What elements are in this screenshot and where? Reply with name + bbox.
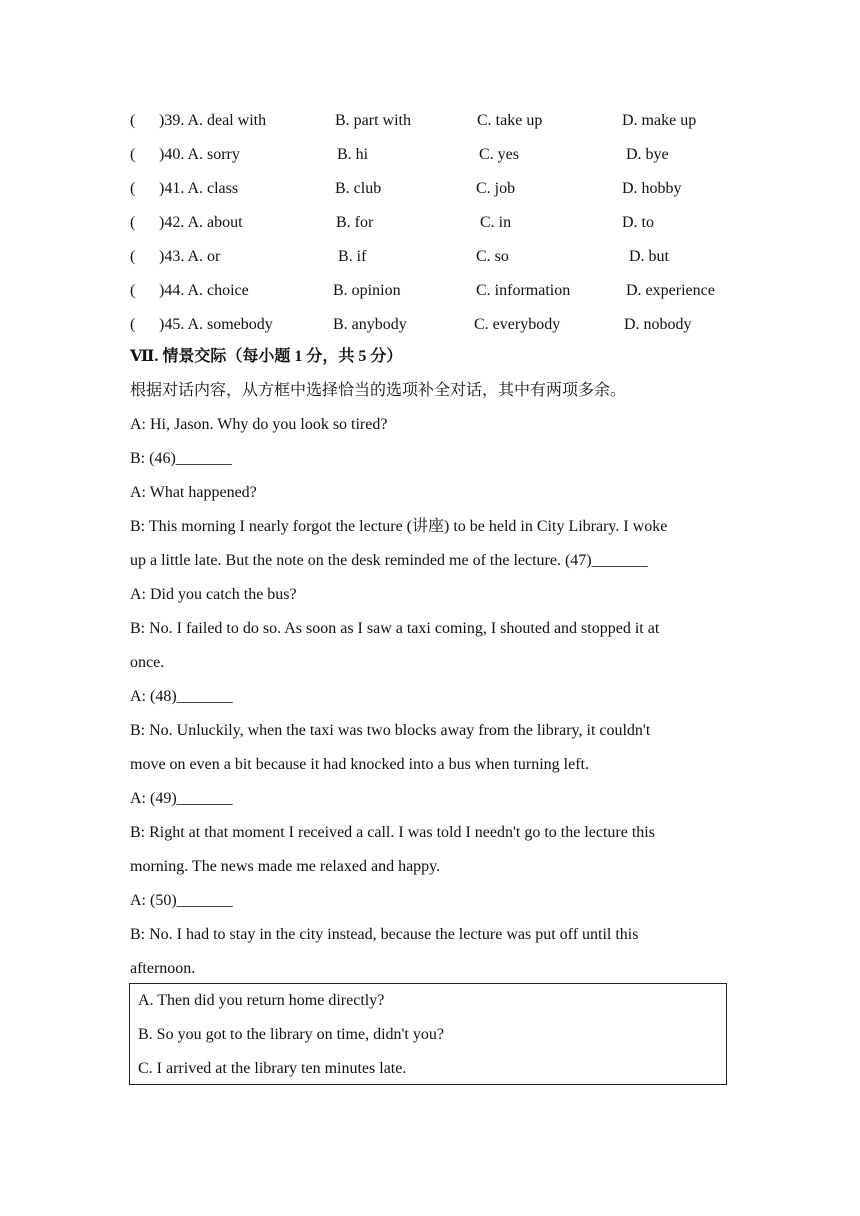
option-b: B. if <box>338 248 367 265</box>
options-box <box>129 983 727 1085</box>
option-b: B. part with <box>335 112 411 129</box>
mcq-row-40 <box>130 138 750 172</box>
option-c: C. yes <box>479 146 519 163</box>
section-title: Ⅶ. 情景交际（每小题 1 分，共 5 分） <box>130 348 403 365</box>
dialog-line: A: (48)_______ <box>130 688 233 705</box>
option-d: D. hobby <box>622 180 682 197</box>
option-c: C. in <box>480 214 512 231</box>
option-b: B. club <box>335 180 382 197</box>
dialog-block <box>130 374 730 986</box>
option-a: )44. A. choice <box>159 282 249 299</box>
answer-paren: ( <box>130 180 136 197</box>
option-c: C. take up <box>477 112 543 129</box>
answer-paren: ( <box>130 282 136 299</box>
option-item: B. So you got to the library on time, didn't you? <box>138 1026 444 1043</box>
option-a: )42. A. about <box>159 214 243 231</box>
option-a: )39. A. deal with <box>159 112 267 129</box>
option-b: B. hi <box>337 146 369 163</box>
option-a: )40. A. sorry <box>159 146 240 163</box>
mcq-row-45 <box>130 308 750 342</box>
answer-paren: ( <box>130 316 136 333</box>
dialog-line: B: No. I had to stay in the city instead, because the lecture was put off until this <box>130 926 639 943</box>
dialog-line: B: No. I failed to do so. As soon as I saw a taxi coming, I shouted and stopped it at <box>130 620 660 637</box>
option-d: D. but <box>629 248 669 265</box>
answer-paren: ( <box>130 112 136 129</box>
dialog-line: A: Did you catch the bus? <box>130 586 297 603</box>
option-d: D. experience <box>626 282 715 299</box>
mcq-row-39 <box>130 104 750 138</box>
dialog-line: morning. The news made me relaxed and happy. <box>130 858 441 875</box>
instruction-text: 根据对话内容，从方框中选择恰当的选项补全对话，其中有两项多余。 <box>130 382 627 399</box>
mcq-row-42 <box>130 206 750 240</box>
option-b: B. anybody <box>333 316 407 333</box>
answer-paren: ( <box>130 248 136 265</box>
option-item: C. I arrived at the library ten minutes late. <box>138 1060 407 1077</box>
dialog-line: A: (49)_______ <box>130 790 233 807</box>
option-b: B. for <box>336 214 374 231</box>
dialog-line: afternoon. <box>130 960 196 977</box>
dialog-line: B: Right at that moment I received a call. I was told I needn't go to the lecture this <box>130 824 655 841</box>
option-c: C. so <box>476 248 509 265</box>
option-a: )41. A. class <box>159 180 239 197</box>
dialog-line: A: (50)_______ <box>130 892 233 909</box>
mcq-row-44 <box>130 274 750 308</box>
option-c: C. information <box>476 282 571 299</box>
dialog-line: A: Hi, Jason. Why do you look so tired? <box>130 416 388 433</box>
option-item: A. Then did you return home directly? <box>138 992 385 1009</box>
dialog-line: once. <box>130 654 165 671</box>
dialog-line: up a little late. But the note on the desk reminded me of the lecture. (47)_______ <box>130 552 648 569</box>
option-b: B. opinion <box>333 282 401 299</box>
option-c: C. everybody <box>474 316 561 333</box>
option-d: D. make up <box>622 112 697 129</box>
multiple-choice-list <box>130 104 750 342</box>
option-d: D. to <box>622 214 654 231</box>
mcq-row-41 <box>130 172 750 206</box>
answer-paren: ( <box>130 146 136 163</box>
mcq-row-43 <box>130 240 750 274</box>
option-d: D. bye <box>626 146 669 163</box>
dialog-line: B: No. Unluckily, when the taxi was two blocks away from the library, it couldn't <box>130 722 651 739</box>
dialog-line: move on even a bit because it had knocked into a bus when turning left. <box>130 756 589 773</box>
dialog-line: B: (46)_______ <box>130 450 232 467</box>
dialog-line: B: This morning I nearly forgot the lecture (讲座) to be held in City Library. I woke <box>130 518 668 535</box>
option-c: C. job <box>476 180 516 197</box>
option-a: )45. A. somebody <box>159 316 273 333</box>
option-d: D. nobody <box>624 316 692 333</box>
option-a: )43. A. or <box>159 248 221 265</box>
dialog-line: A: What happened? <box>130 484 257 501</box>
answer-paren: ( <box>130 214 136 231</box>
